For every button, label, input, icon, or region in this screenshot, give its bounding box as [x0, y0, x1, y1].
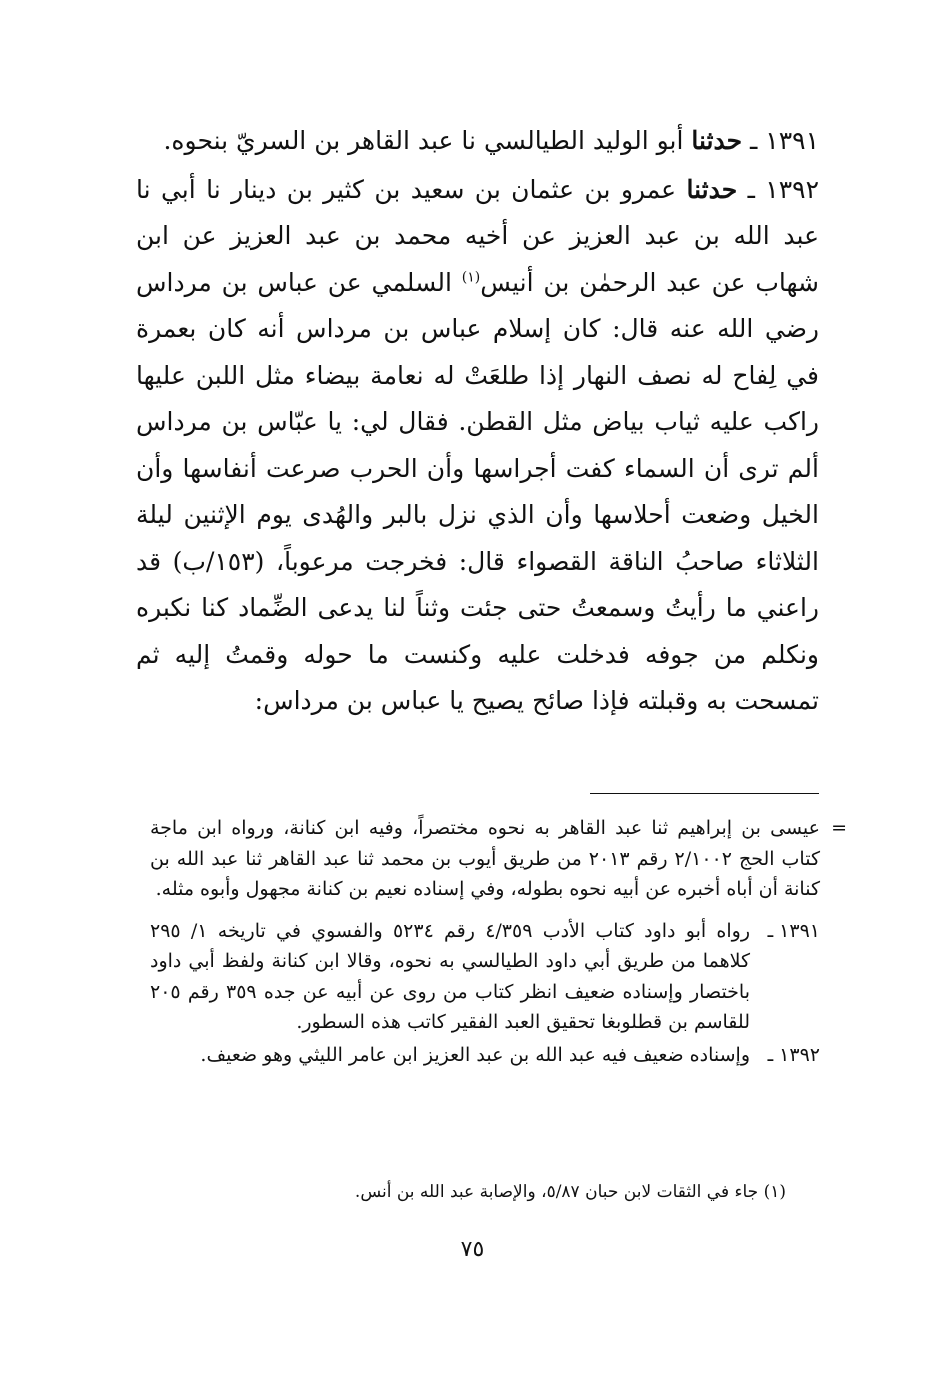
- hadith-text: عمرو بن عثمان بن سعيد بن كثير بن دينار نا أبي نا عبد الله بن عبد العزيز عن أخيه محمد بن عبد العزيز عن ابن شهاب عن عبد الرحمٰن بن أنيس: [136, 174, 819, 297]
- hadith-number: ١٣٩٢: [765, 174, 819, 204]
- footnote-marker: (١): [763, 1182, 786, 1202]
- note-text: رواه أبو داود كتاب الأدب ٤/٣٥٩ رقم ٥٢٣٤ والفسوي في تاريخه ١/ ٢٩٥ كلاهما من طريق أبي داود الطيالسي به نحوه، وقالا ابن كنانة ولفظ أبي داود باختصار وإسناده ضعيف انظر كتاب من روى عن أبيه عن جده ٣٥٩ رقم ٢٠٥ للقاسم بن قطلوبغا تحقيق العبد الفقير كاتب هذه السطور.: [150, 919, 750, 1033]
- page-number: ٧٥: [460, 1237, 485, 1262]
- hadith-keyword: حدثنا: [686, 174, 738, 204]
- hadith-number: ١٣٩١: [765, 126, 819, 155]
- footnote: [150, 1178, 786, 1206]
- note-1391: [150, 916, 820, 1038]
- commentary-notes: [150, 813, 847, 1070]
- hadith-1391: [136, 118, 819, 165]
- footnote-reference: (١): [461, 269, 481, 286]
- footnote-text: جاء في الثقات لابن حبان ٥/٨٧، والإصابة عبد الله بن أنس.: [354, 1182, 764, 1202]
- note-number: ١٣٩١ ـ: [767, 919, 820, 942]
- note-text: عيسى بن إبراهيم ثنا عبد القاهر به نحوه مختصراً، وفيه ابن كنانة، ورواه ابن ماجة كتاب الحج ٢/١٠٠٢ رقم ٢٠١٣ من طريق أيوب بن محمد ثنا عبد القاهر ثنا عبد الله بن كنانة أن أباه أخبره عن أبيه نحوه بطوله، وفي إسناده نعيم بن كنانة مجهول وأبوه مثله.: [150, 817, 821, 900]
- continuation-marker: =: [831, 817, 847, 839]
- footnote-divider: [590, 793, 819, 794]
- hadith-text: أبو الوليد الطيالسي نا عبد القاهر بن السريّ بنحوه.: [163, 126, 692, 155]
- hadith-1392: [136, 167, 819, 725]
- note-1392: [150, 1040, 820, 1071]
- note-text: وإسناده ضعيف فيه عبد الله بن عبد العزيز ابن عامر الليثي وهو ضعيف.: [200, 1043, 750, 1066]
- hadith-separator: ـ: [737, 174, 766, 204]
- note-continuation: [150, 813, 847, 905]
- main-text: [136, 118, 819, 725]
- hadith-text-continued: السلمي عن عباس بن مرداس رضي الله عنه قال: كان إسلام عباس بن مرداس أنه كان بعمرة في لِفاح له نصف النهار إذا طلعَتْ له نعامة بيضاء مثل اللبن عليها راكب عليه ثياب بياض مثل القطن. فقال لي: يا عبّاس بن مرداس ألم ترى أن السماء كفت أجراسها وأن الحرب صرعت أنفاسها وأن الخيل وضعت أحلاسها وأن الذي نزل بالبر والهُدى يوم الإثنين ليلة الثلاثاء صاحبُ الناقة القصواء قال: فخرجت مرعوباً، (١٥٣/ب) قد راعني ما رأيتُ وسمعتُ حتى جئت وثناً لنا يدعى الضِّماد كنا نكبره ونكلم من جوفه فدخلت عليه وكنست ما حوله وقمتُ إليه ثم تمسحت به وقبلته فإذا صائح يصيح يا عباس بن مرداس:: [136, 267, 819, 715]
- hadith-keyword: حدثنا: [691, 126, 743, 155]
- note-number: ١٣٩٢ ـ: [767, 1043, 820, 1066]
- hadith-separator: ـ: [742, 126, 766, 155]
